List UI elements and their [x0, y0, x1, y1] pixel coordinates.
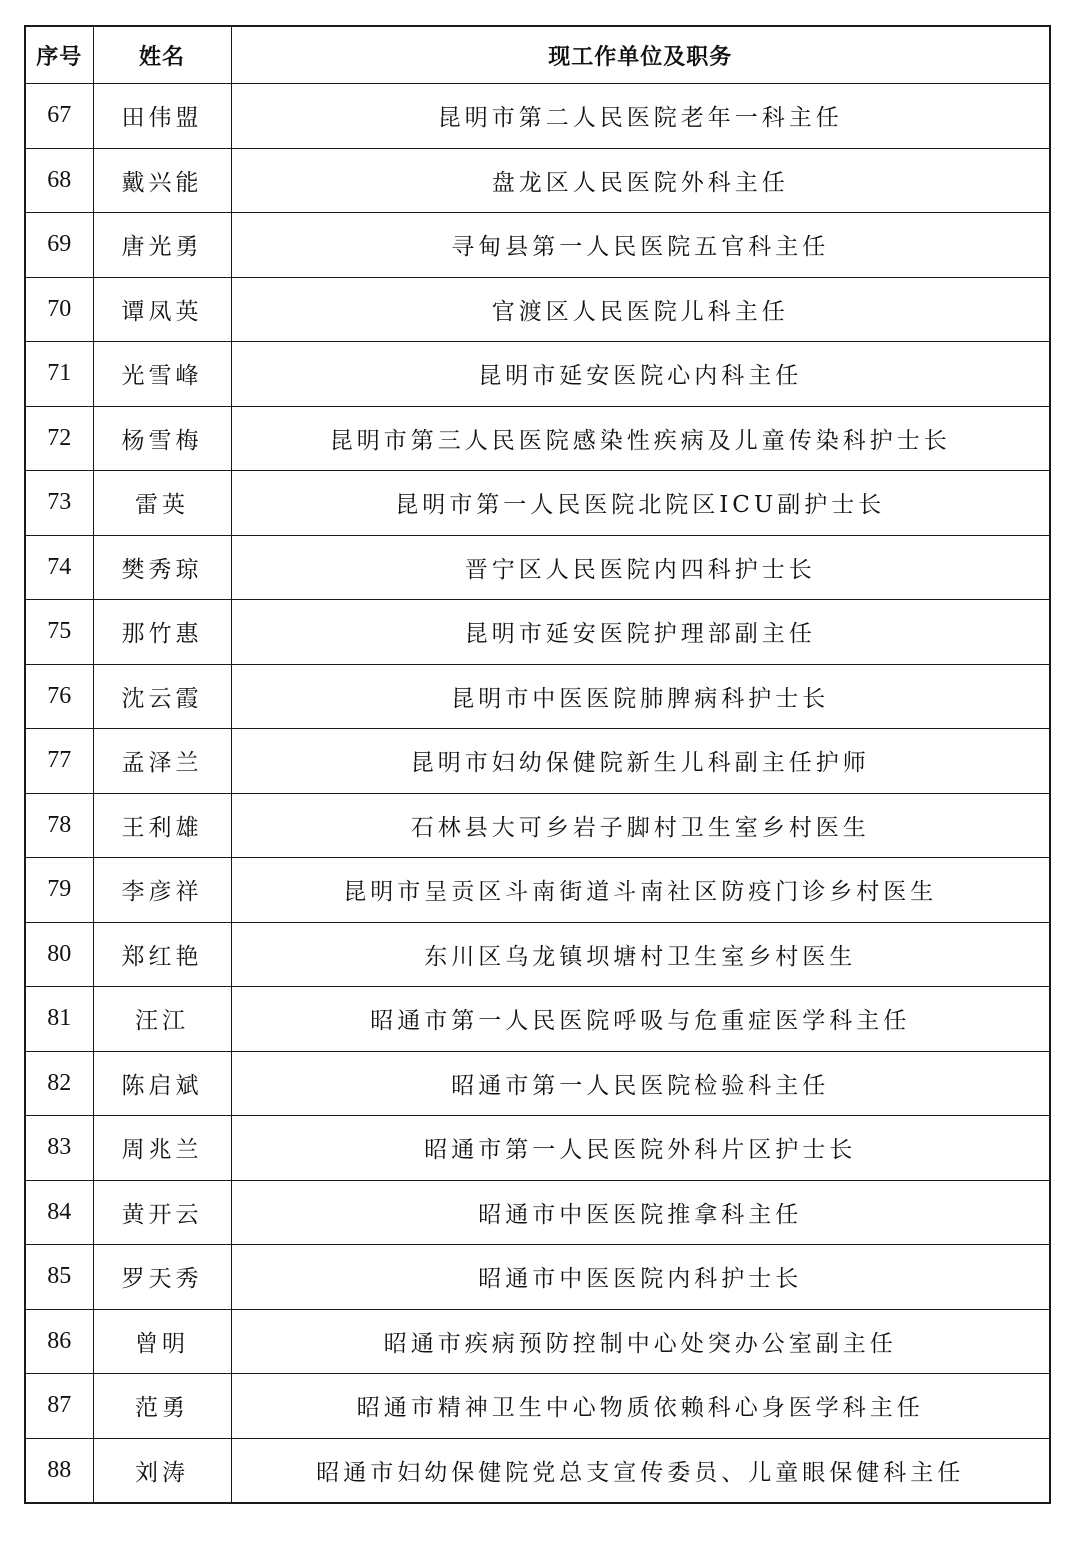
table-row — [25, 729, 1050, 794]
row-unit-position: 官渡区人民医院儿科主任 — [231, 277, 1050, 342]
row-unit-position: 石林县大可乡岩子脚村卫生室乡村医生 — [231, 793, 1050, 858]
row-name: 范勇 — [93, 1374, 231, 1439]
row-unit-position: 昭通市第一人民医院检验科主任 — [231, 1051, 1050, 1116]
table-row — [25, 1309, 1050, 1374]
header-number: 序号 — [25, 26, 93, 84]
table-row — [25, 535, 1050, 600]
row-number: 82 — [25, 1051, 93, 1116]
row-number: 81 — [25, 987, 93, 1052]
row-name: 樊秀琼 — [93, 535, 231, 600]
row-number: 74 — [25, 535, 93, 600]
row-name: 唐光勇 — [93, 213, 231, 278]
row-number: 83 — [25, 1116, 93, 1181]
row-number: 73 — [25, 471, 93, 536]
row-number: 85 — [25, 1245, 93, 1310]
row-name: 刘涛 — [93, 1438, 231, 1503]
row-unit-position: 昆明市中医医院肺脾病科护士长 — [231, 664, 1050, 729]
row-name: 雷英 — [93, 471, 231, 536]
row-unit-position: 昭通市第一人民医院呼吸与危重症医学科主任 — [231, 987, 1050, 1052]
row-number: 67 — [25, 84, 93, 149]
row-number: 87 — [25, 1374, 93, 1439]
table-row — [25, 1245, 1050, 1310]
row-number: 68 — [25, 148, 93, 213]
row-name: 那竹惠 — [93, 600, 231, 665]
table-row — [25, 406, 1050, 471]
table-row — [25, 1051, 1050, 1116]
row-name: 曾明 — [93, 1309, 231, 1374]
table-row — [25, 277, 1050, 342]
row-unit-position: 昭通市第一人民医院外科片区护士长 — [231, 1116, 1050, 1181]
row-number: 77 — [25, 729, 93, 794]
row-unit-position: 昭通市妇幼保健院党总支宣传委员、儿童眼保健科主任 — [231, 1438, 1050, 1503]
table-body — [25, 84, 1050, 1504]
table-row — [25, 987, 1050, 1052]
row-unit-position: 昭通市精神卫生中心物质依赖科心身医学科主任 — [231, 1374, 1050, 1439]
row-number: 78 — [25, 793, 93, 858]
table-row — [25, 793, 1050, 858]
row-number: 79 — [25, 858, 93, 923]
table-row — [25, 858, 1050, 923]
row-name: 陈启斌 — [93, 1051, 231, 1116]
table-row — [25, 213, 1050, 278]
row-number: 72 — [25, 406, 93, 471]
header-name: 姓名 — [93, 26, 231, 84]
row-unit-position: 昭通市中医医院内科护士长 — [231, 1245, 1050, 1310]
row-unit-position: 昆明市第二人民医院老年一科主任 — [231, 84, 1050, 149]
row-number: 70 — [25, 277, 93, 342]
table-row — [25, 1116, 1050, 1181]
row-unit-position: 昭通市疾病预防控制中心处突办公室副主任 — [231, 1309, 1050, 1374]
row-unit-position: 寻甸县第一人民医院五官科主任 — [231, 213, 1050, 278]
row-unit-position: 晋宁区人民医院内四科护士长 — [231, 535, 1050, 600]
row-name: 罗天秀 — [93, 1245, 231, 1310]
row-unit-position: 昆明市第三人民医院感染性疾病及儿童传染科护士长 — [231, 406, 1050, 471]
row-name: 田伟盟 — [93, 84, 231, 149]
row-name: 李彦祥 — [93, 858, 231, 923]
row-number: 76 — [25, 664, 93, 729]
row-number: 84 — [25, 1180, 93, 1245]
row-unit-position: 盘龙区人民医院外科主任 — [231, 148, 1050, 213]
table-header — [25, 26, 1050, 84]
table-row — [25, 84, 1050, 149]
row-name: 戴兴能 — [93, 148, 231, 213]
table-row — [25, 664, 1050, 729]
row-number: 75 — [25, 600, 93, 665]
personnel-table-container — [24, 25, 1051, 1504]
row-name: 杨雪梅 — [93, 406, 231, 471]
table-row — [25, 600, 1050, 665]
row-number: 80 — [25, 922, 93, 987]
row-name: 孟泽兰 — [93, 729, 231, 794]
table-row — [25, 342, 1050, 407]
row-unit-position: 昭通市中医医院推拿科主任 — [231, 1180, 1050, 1245]
table-row — [25, 922, 1050, 987]
row-number: 71 — [25, 342, 93, 407]
table-row — [25, 1438, 1050, 1503]
row-unit-position: 昆明市妇幼保健院新生儿科副主任护师 — [231, 729, 1050, 794]
row-name: 周兆兰 — [93, 1116, 231, 1181]
row-unit-position: 昆明市延安医院心内科主任 — [231, 342, 1050, 407]
row-number: 88 — [25, 1438, 93, 1503]
table-row — [25, 148, 1050, 213]
header-row — [25, 26, 1050, 84]
personnel-table — [24, 25, 1051, 1504]
table-row — [25, 471, 1050, 536]
row-name: 黄开云 — [93, 1180, 231, 1245]
row-number: 86 — [25, 1309, 93, 1374]
row-unit-position: 东川区乌龙镇坝塘村卫生室乡村医生 — [231, 922, 1050, 987]
table-row — [25, 1180, 1050, 1245]
table-row — [25, 1374, 1050, 1439]
row-name: 谭凤英 — [93, 277, 231, 342]
row-number: 69 — [25, 213, 93, 278]
row-name: 沈云霞 — [93, 664, 231, 729]
row-unit-position: 昆明市第一人民医院北院区ICU副护士长 — [231, 471, 1050, 536]
row-name: 光雪峰 — [93, 342, 231, 407]
row-name: 郑红艳 — [93, 922, 231, 987]
row-unit-position: 昆明市延安医院护理部副主任 — [231, 600, 1050, 665]
row-unit-position: 昆明市呈贡区斗南街道斗南社区防疫门诊乡村医生 — [231, 858, 1050, 923]
row-name: 王利雄 — [93, 793, 231, 858]
row-name: 汪江 — [93, 987, 231, 1052]
header-unit: 现工作单位及职务 — [231, 26, 1050, 84]
